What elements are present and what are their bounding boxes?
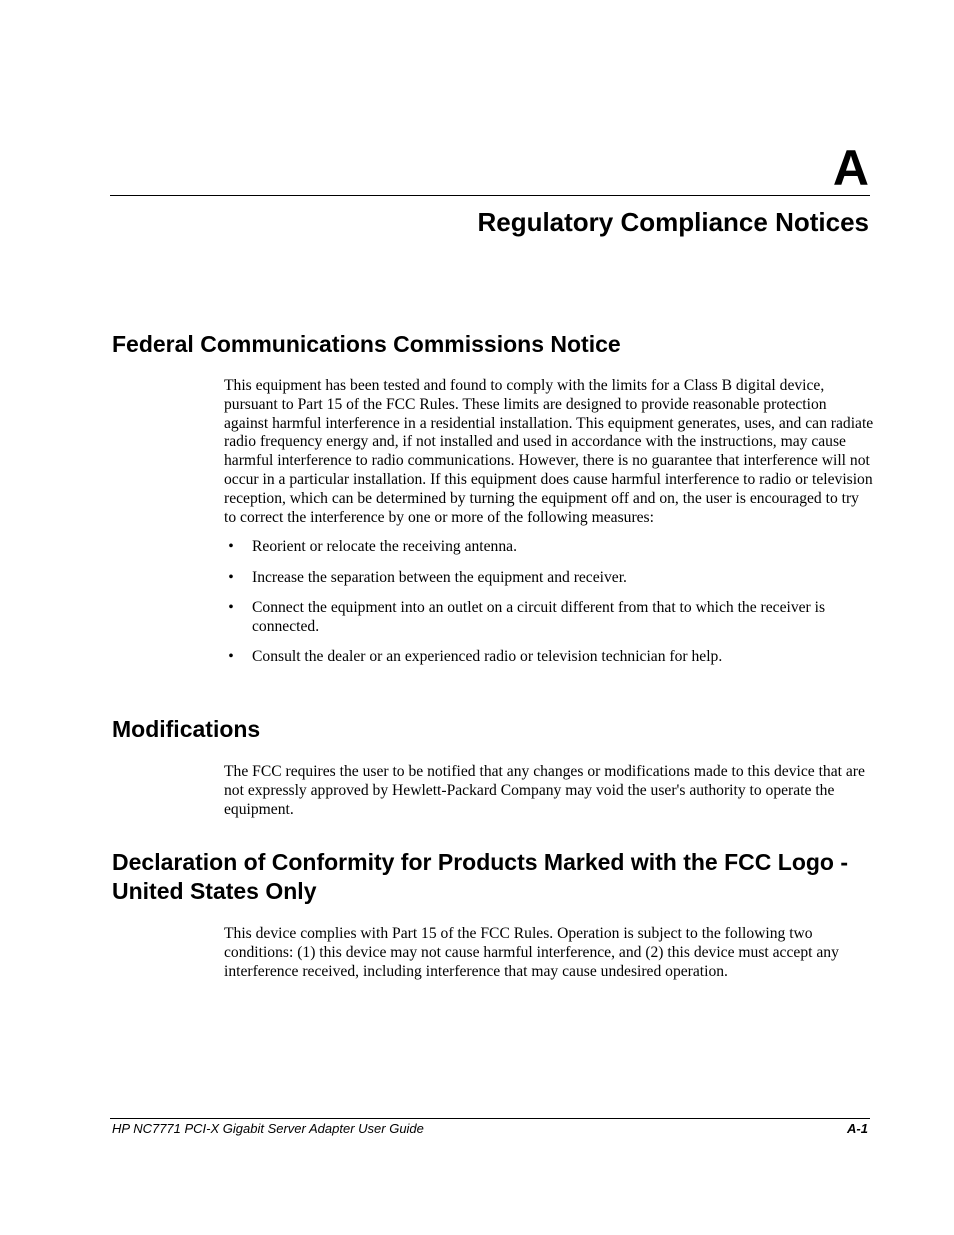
list-item xyxy=(224,599,874,637)
bullet-icon: • xyxy=(228,568,234,586)
declaration-body xyxy=(224,925,874,981)
fcc-notice-paragraph: This equipment has been tested and found to comply with the limits for a Class B digital device, pursuant to Part 15 of the FCC Rules. These limits are designed to provide reasonable protection against harmful interference in a residential installation. This equipment generates, uses, and can radiate radio frequency energy and, if not installed and used in accordance with the instructions, may cause harmful interference to radio communications. However, there is no guarantee that interference will not occur in a particular installation. If this equipment does cause harmful interference to radio or television reception, which can be determined by turning the equipment off and on, the user is encouraged to try to correct the interference by one or more of the following measures: xyxy=(224,377,874,526)
bullet-icon: • xyxy=(228,648,234,666)
chapter-title: Regulatory Compliance Notices xyxy=(477,207,869,237)
chapter-divider xyxy=(110,195,870,196)
modifications-paragraph: The FCC requires the user to be notified that any changes or modifications made to this device that are not expressly approved by Hewlett-Packard Company may void the user's authority to operate the equipment. xyxy=(224,763,865,818)
list-item xyxy=(224,648,874,667)
declaration-heading: Declaration of Conformity for Products Marked with the FCC Logo - United States Only xyxy=(112,849,849,904)
list-item xyxy=(224,538,874,557)
measure-text: Consult the dealer or an experienced radio or television technician for help. xyxy=(252,648,723,666)
chapter-letter: A xyxy=(832,140,869,196)
modifications-heading: Modifications xyxy=(112,716,261,742)
footer-page-number: A-1 xyxy=(847,1121,868,1136)
measure-text: Increase the separation between the equipment and receiver. xyxy=(252,568,627,586)
measure-text: Reorient or relocate the receiving antenna. xyxy=(252,538,517,556)
footer-guide-title: HP NC7771 PCI-X Gigabit Server Adapter User Guide xyxy=(112,1121,424,1136)
bullet-icon: • xyxy=(228,538,234,556)
declaration-paragraph: This device complies with Part 15 of the FCC Rules. Operation is subject to the following two conditions: (1) this device may not cause harmful interference, and (2) this device must accept any interference received, including interference that may cause undesired operation. xyxy=(224,925,839,980)
fcc-notice-body xyxy=(224,377,874,678)
list-item xyxy=(224,569,874,588)
measure-text: Connect the equipment into an outlet on a circuit different from that to which the receiver is connected. xyxy=(252,598,826,635)
measures-list xyxy=(224,538,874,666)
modifications-body xyxy=(224,763,874,819)
fcc-notice-heading: Federal Communications Commissions Notice xyxy=(112,331,621,357)
footer-divider xyxy=(110,1118,870,1119)
bullet-icon: • xyxy=(228,598,234,616)
